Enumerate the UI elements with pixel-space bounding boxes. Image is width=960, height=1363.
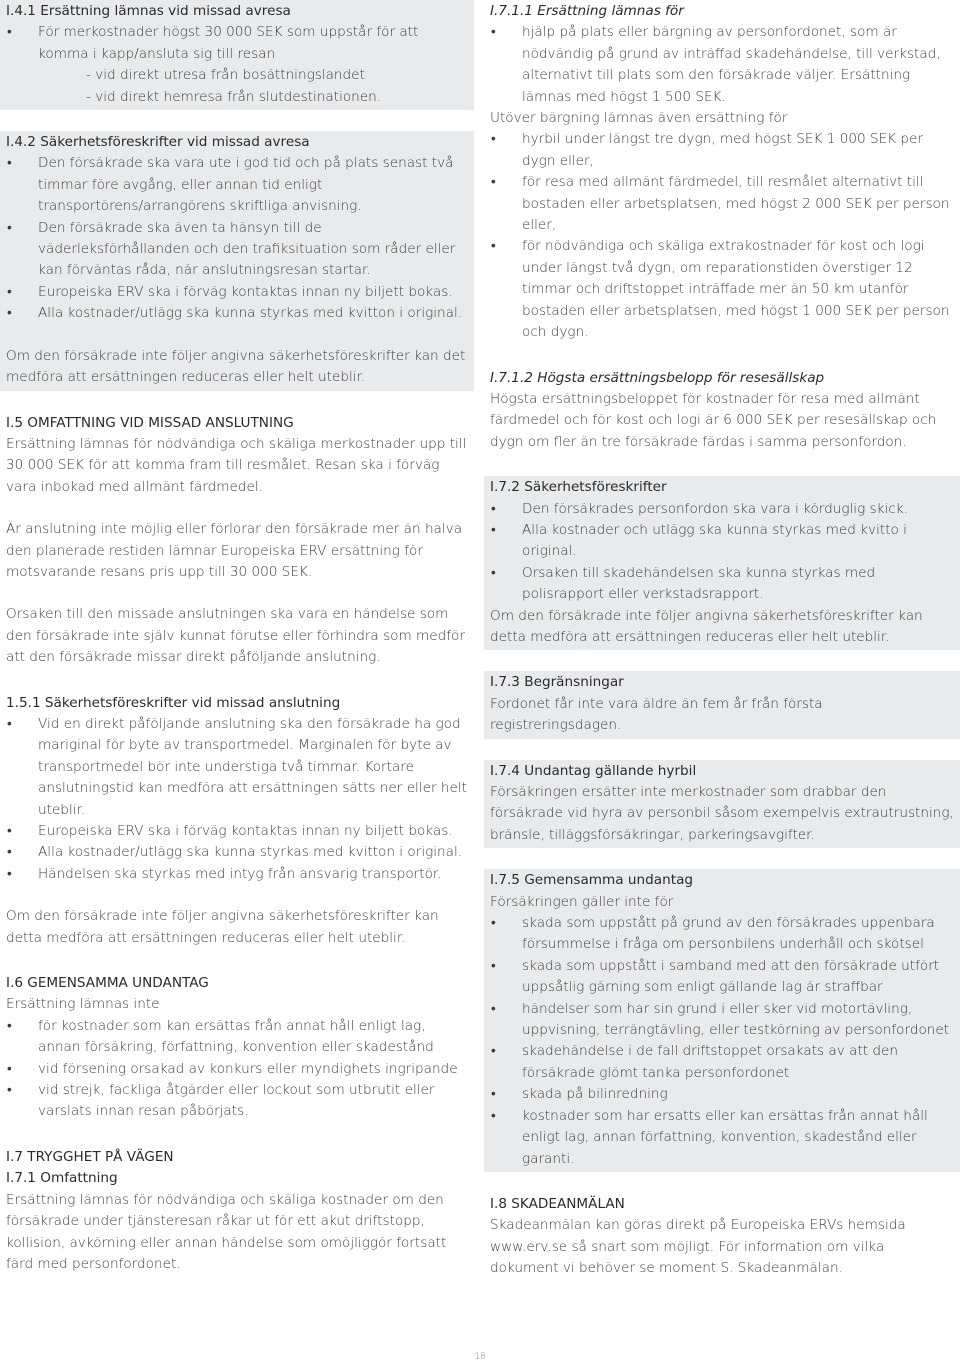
list-item: • vid strejk, fackliga åtgärder eller lockout som utbrutit eller varslats innan resan påbörjats. xyxy=(6,1080,468,1123)
bullet-list xyxy=(490,499,954,606)
bullet-list xyxy=(490,129,954,343)
section-i73 xyxy=(484,671,960,738)
list-item: • skada som uppstått i samband med att den försäkrade utfört uppsåtlig gärning som enligt gällande lag är straffbar xyxy=(490,956,954,999)
section-heading: I.6 GEMENSAMMA UNDANTAG xyxy=(6,975,209,992)
paragraph: Utöver bärgning lämnas även ersättning för xyxy=(490,110,788,127)
list-item: • Alla kostnader/utlägg ska kunna styrkas med kvitton i original. xyxy=(6,842,468,863)
list-item: • Vid en direkt påföljande anslutning ska den försäkrade ha god mariginal för byte av transportmedel. Marginalen för byte av transportmedel bör inte understiga två timmar. Kortare anslutningstid kan medföra att ersättningen sätts ner eller helt uteblir. xyxy=(6,714,468,821)
spacer xyxy=(6,583,468,604)
bullet-list xyxy=(6,153,468,324)
section-151 xyxy=(0,692,474,951)
list-item: • För merkostnader högst 30 000 SEK som uppstår för att komma i kapp/ansluta sig till resan xyxy=(6,22,468,65)
list-item: • vid försening orsakad av konkurs eller myndighets ingripande xyxy=(6,1059,468,1080)
sub-item: - vid direkt hemresa från slutdestinationen. xyxy=(86,88,382,105)
bullet-list xyxy=(6,714,468,885)
paragraph: Högsta ersättningsbeloppet för kostnader för resa med allmänt färdmedel och för kost och logi är 6 000 SEK per resesällskap och dygn om fler än tre försäkrade färdas i samma personfordon. xyxy=(490,390,937,450)
paragraph: Fordonet får inte vara äldre än fem år från första registreringsdagen. xyxy=(490,695,823,734)
list-item: • Europeiska ERV ska i förväg kontaktas innan ny biljett bokas. xyxy=(6,821,468,842)
section-i75 xyxy=(484,869,960,1172)
list-item: • för resa med allmänt färdmedel, till resmålet alternativt till bostaden eller arbetsplatsen, med högst 2 000 SEK per person eller, xyxy=(490,172,954,236)
list-item: • händelser som har sin grund i eller sker vid motortävling, uppvisning, terrängtävling, eller testkörning av personfordonet xyxy=(490,999,954,1042)
section-heading: I.7.3 Begränsningar xyxy=(490,674,624,691)
section-heading: I.4.2 Säkerhetsföreskrifter vid missad avresa xyxy=(6,134,310,151)
section-heading: I.7.5 Gemensamma undantag xyxy=(490,872,694,889)
section-i42 xyxy=(0,131,474,390)
section-heading: I.4.1 Ersättning lämnas vid missad avresa xyxy=(6,3,291,19)
paragraph: Ersättning lämnas inte xyxy=(6,996,160,1013)
section-i5 xyxy=(0,412,474,671)
note-paragraph: Om den försäkrade inte följer angivna säkerhetsföreskrifter kan det medföra att ersättningen reduceras eller helt uteblir. xyxy=(6,347,466,386)
note-paragraph: Om den försäkrade inte följer angivna säkerhetsföreskrifter kan detta medföra att ersättningen reduceras eller helt uteblir. xyxy=(6,908,439,946)
list-item: • skadehändelse i de fall driftstoppet orsakats av att den försäkrade glömt tanka personfordonet xyxy=(490,1041,954,1084)
list-item: • Alla kostnader/utlägg ska kunna styrkas med kvitton i original. xyxy=(6,303,468,324)
paragraph: Orsaken till den missade anslutningen ska vara en händelse som den försäkrade inte själv kunnat förutse eller förhindra som medför att den försäkrade missar direkt påföljande anslutning. xyxy=(6,606,465,666)
list-item: • Den försäkrades personfordon ska vara i körduglig skick. xyxy=(490,499,954,520)
list-item: • för nödvändiga och skäliga extrakostnader för kost och logi under längst två dygn, om reparationstiden överstiger 12 timmar och driftstoppet inträffade mer än 50 km utanför bostaden eller arbetsplatsen, med högst 1 000 SEK per person och dygn. xyxy=(490,236,954,343)
bullet-list xyxy=(490,913,954,1170)
list-item: • för kostnader som kan ersättas från annat håll enligt lag, annan försäkring, författning, konvention eller skadestånd xyxy=(6,1016,468,1059)
section-i41 xyxy=(0,0,474,110)
list-item: • Händelsen ska styrkas med intyg från ansvarig transportör. xyxy=(6,864,468,885)
section-i712 xyxy=(484,367,960,456)
section-heading: I.7 TRYGGHET PÅ VÄGEN xyxy=(6,1148,174,1165)
paragraph: Försäkringen ersätter inte merkostnader som drabbar den försäkrade vid hyra av personbil såsom exempelvis extrautrustning, bränsle, tilläggsförsäkringar, parkeringsavgifter. xyxy=(490,784,954,843)
section-i8 xyxy=(484,1193,960,1282)
paragraph: Är anslutning inte möjlig eller förlorar den försäkrade mer än halva den planerade restiden lämnar Europeiska ERV ersättning för motsvarande resans pris upp till 30 000 SEK. xyxy=(6,521,463,580)
bullet-list xyxy=(490,22,954,108)
page-number: 18 xyxy=(474,1352,486,1362)
note-paragraph: Om den försäkrade inte följer angivna säkerhetsföreskrifter kan detta medföra att ersättningen reduceras eller helt uteblir. xyxy=(490,607,923,645)
section-i7 xyxy=(0,1146,474,1277)
paragraph: Försäkringen gäller inte för xyxy=(490,893,674,910)
left-column xyxy=(0,0,474,1298)
section-i72 xyxy=(484,476,960,650)
list-item: • skada på bilinredning xyxy=(490,1084,954,1105)
paragraph: Skadeanmälan kan göras direkt på Europeiska ERVs hemsida www.erv.se så snart som möjligt. För information om vilka dokument vi behöver se moment S. Skadeanmälan. xyxy=(490,1217,906,1277)
list-item: • hyrbil under längst tre dygn, med högst SEK 1 000 SEK per dygn eller, xyxy=(490,129,954,172)
section-i6 xyxy=(0,972,474,1125)
sub-item: - vid direkt utresa från bosättningslandet xyxy=(86,67,365,84)
section-heading: 1.5.1 Säkerhetsföreskrifter vid missad anslutning xyxy=(6,694,341,711)
list-item: • Den försäkrade ska även ta hänsyn till de väderleksförhållanden och den trafiksituation som råder eller kan förväntas råda, när anslutningsresan startar. xyxy=(6,218,468,282)
section-heading: I.7.4 Undantag gällande hyrbil xyxy=(490,762,697,779)
section-heading: I.7.1.2 Högsta ersättningsbelopp för resesällskap xyxy=(490,369,825,386)
bullet-list xyxy=(6,1016,468,1123)
list-item: • Alla kostnader och utlägg ska kunna styrkas med kvitto i original. xyxy=(490,520,954,563)
section-heading: I.7.2 Säkerhetsföreskrifter xyxy=(490,479,667,496)
spacer xyxy=(6,498,468,519)
section-i711 xyxy=(484,0,960,346)
list-item: • Den försäkrade ska vara ute i god tid och på plats senast två timmar före avgång, eller annan tid enligt transportörens/arrangörens skriftliga anvisning. xyxy=(6,153,468,217)
list-item: • hjälp på plats eller bärgning av personfordonet, som är nödvändig på grund av inträffad skadehändelse, till verkstad, alternativt till plats som den försäkrade väljer. Ersättning lämnas med högst 1 500 SEK. xyxy=(490,22,954,108)
section-heading: I.7.1.1 Ersättning lämnas för xyxy=(490,3,684,19)
section-i74 xyxy=(484,760,960,849)
section-heading: I.8 SKADEANMÄLAN xyxy=(490,1195,625,1212)
list-item: • kostnader som har ersatts eller kan ersättas från annat håll enligt lag, annan författning, konvention, skadestånd eller garanti. xyxy=(490,1106,954,1170)
spacer xyxy=(6,325,468,346)
bullet-list xyxy=(6,22,468,65)
list-item: • skada som uppstått på grund av den försäkrades uppenbara försummelse i fråga om personbilens underhåll och skötsel xyxy=(490,913,954,956)
spacer xyxy=(6,885,468,906)
section-heading: I.5 OMFATTNING VID MISSAD ANSLUTNING xyxy=(6,414,294,431)
subsection-heading: I.7.1 Omfattning xyxy=(6,1170,118,1187)
right-column xyxy=(484,0,960,1303)
list-item: • Europeiska ERV ska i förväg kontaktas innan ny biljett bokas. xyxy=(6,282,468,303)
list-item: • Orsaken till skadehändelsen ska kunna styrkas med polisrapport eller verkstadsrapport. xyxy=(490,563,954,606)
paragraph: Ersättning lämnas för nödvändiga och skäliga kostnader om den försäkrade under tjänsteresan råkar ut för ett akut driftstopp, kollision, avkörning eller annan händelse som omöjliggör fortsatt färd med personfordonet. xyxy=(6,1191,447,1272)
paragraph: Ersättning lämnas för nödvändiga och skäliga merkostnader upp till 30 000 SEK för att komma fram till resmålet. Resan ska i förväg vara inbokad med allmänt färdmedel. xyxy=(6,435,467,495)
